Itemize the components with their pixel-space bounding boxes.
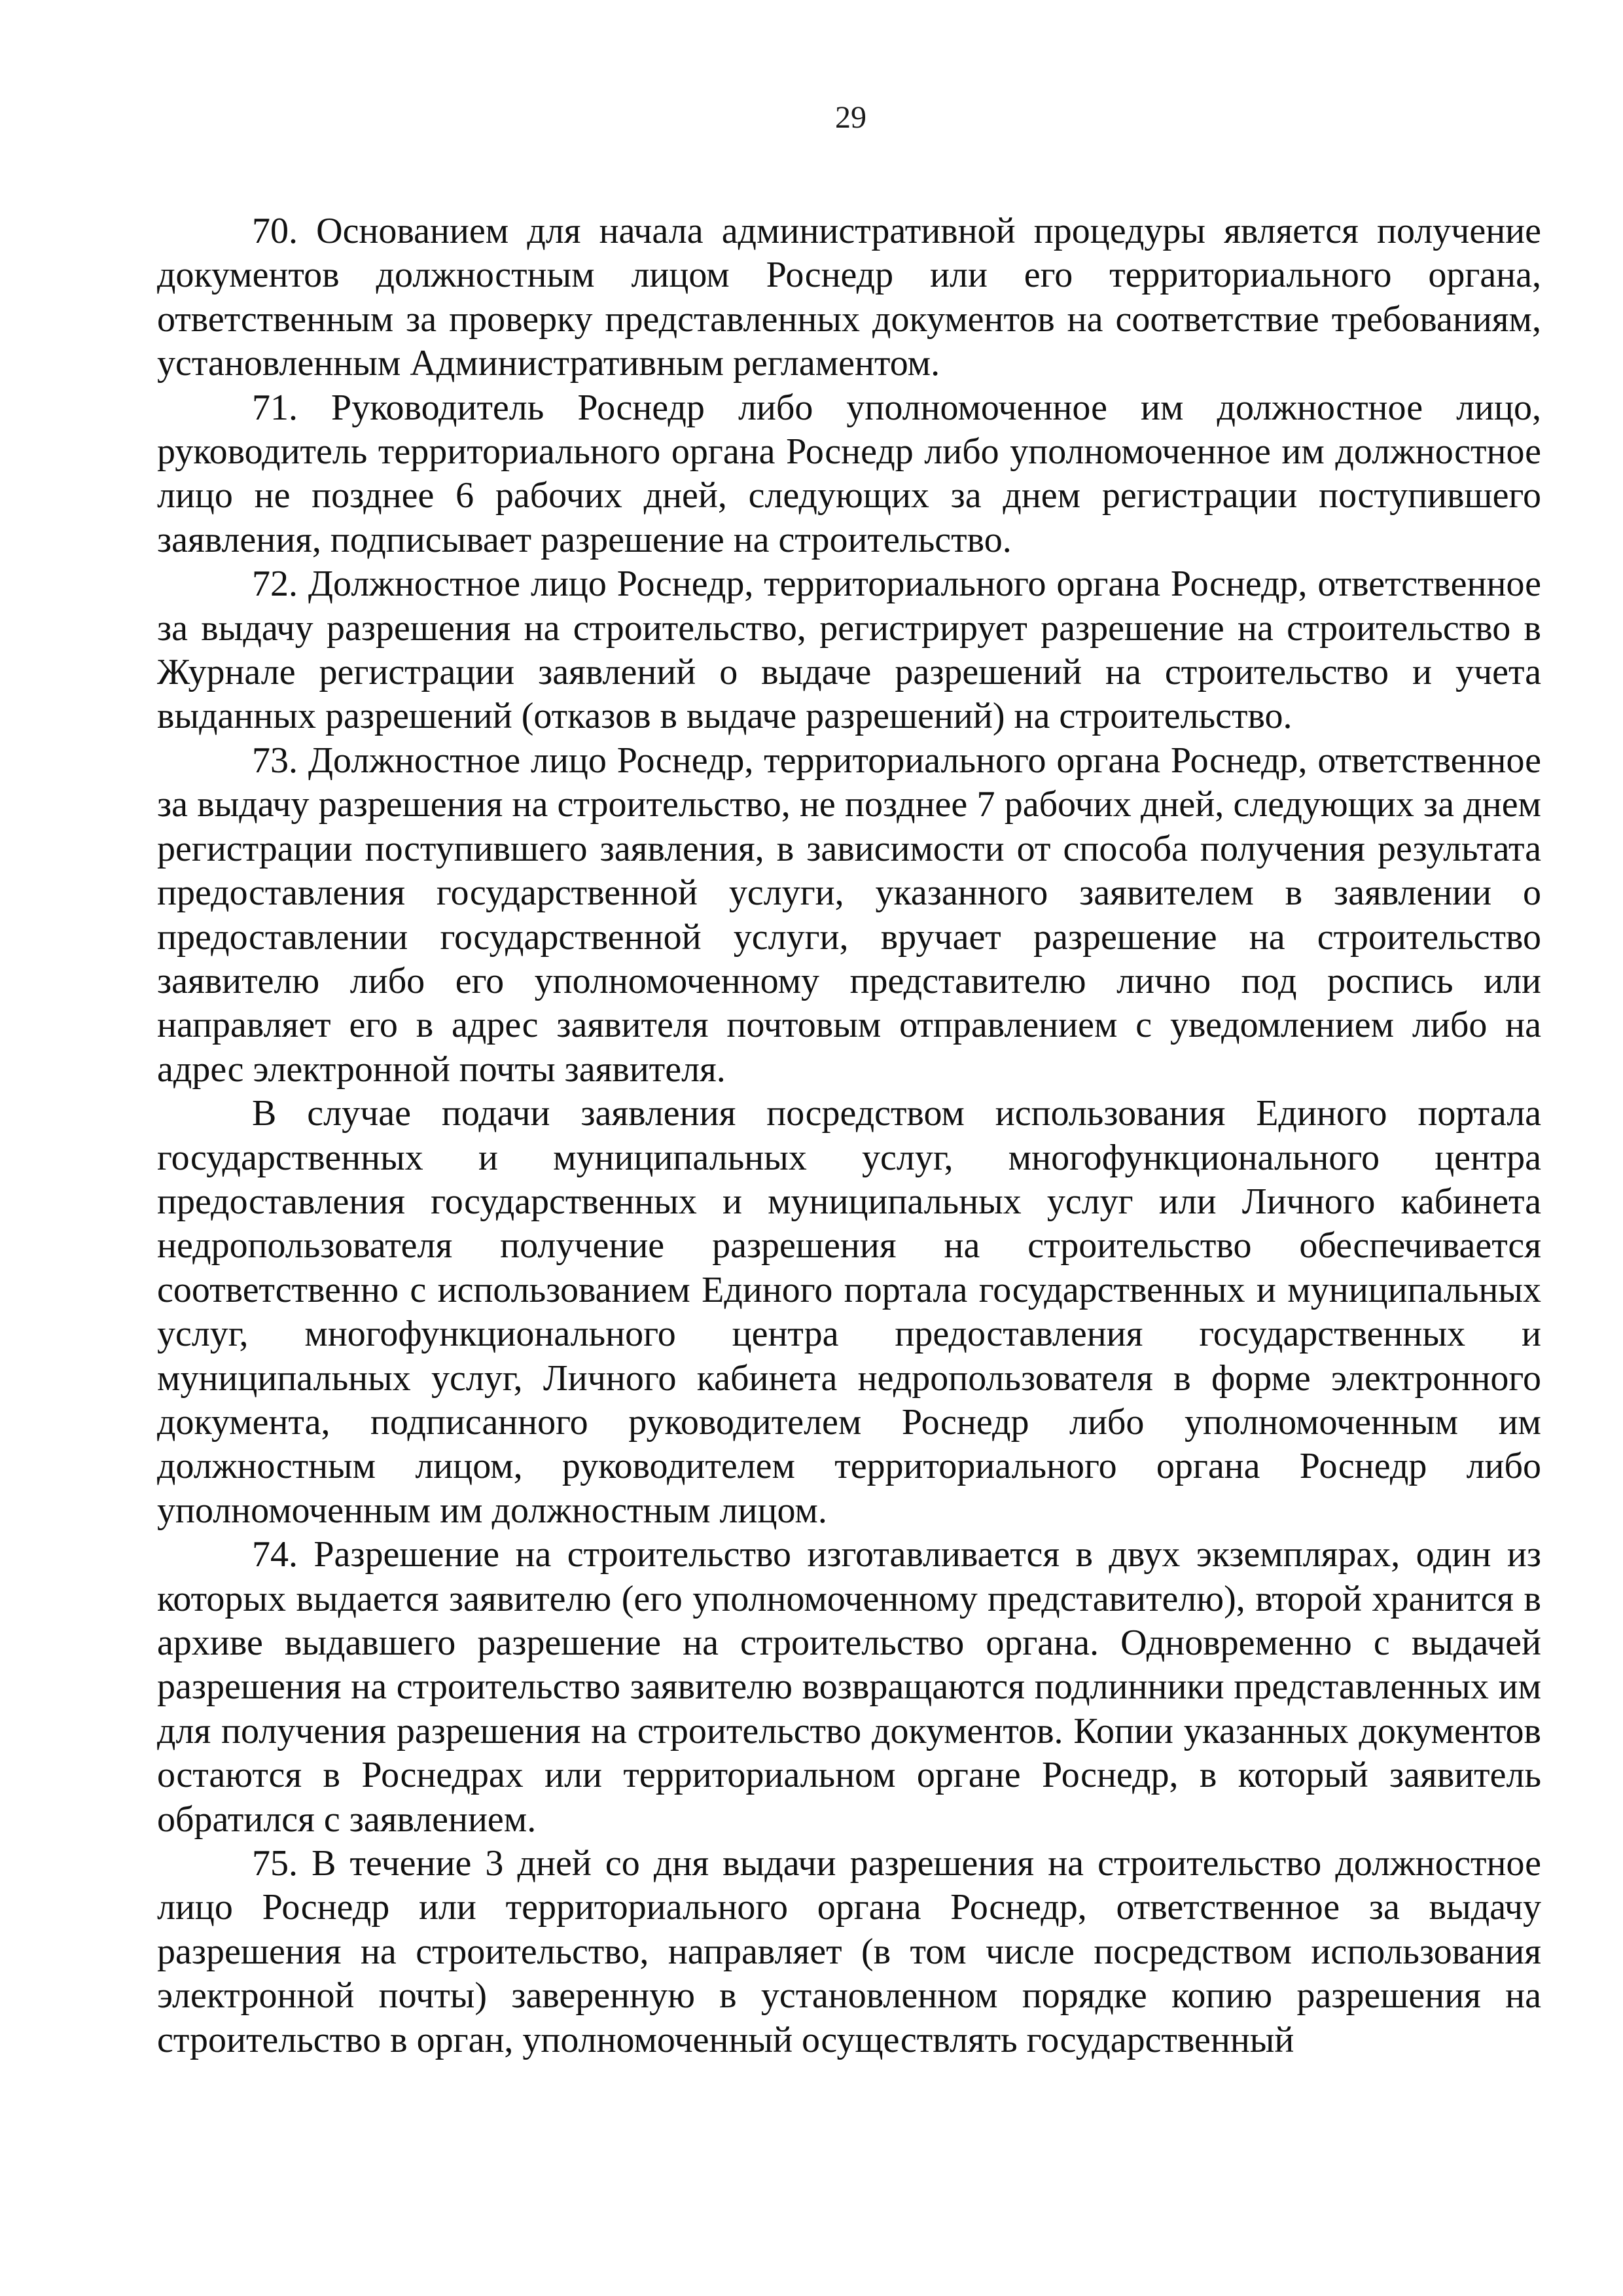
paragraph-73-continuation: В случае подачи заявления посредством использования Единого портала государственных и муниципальных услуг, многофункционального центра предоставления государственных и муниципальных услуг или Личного кабинета недропользователя получение разрешения на строительство обеспечивается соответственно с использованием Единого портала государственных и муниципальных услуг, многофункционального центра предоставления государственных и муниципальных услуг, Личного кабинета недропользователя в форме электронного документа, подписанного руководителем Роснедр либо уполномоченным им должностным лицом, руководителем территориального органа Роснедр либо уполномоченным им должностным лицом. bbox=[157, 1093, 1541, 1531]
paragraph-70: 70. Основанием для начала административной процедуры является получение документов должностным лицом Роснедр или его территориального органа, ответственным за проверку представленных документов на соответствие требованиям, установленным Административным регламентом. bbox=[157, 211, 1541, 384]
paragraph-75: 75. В течение 3 дней со дня выдачи разрешения на строительство должностное лицо Роснедр или территориального органа Роснедр, ответственное за выдачу разрешения на строительство, направляет (в том числе посредством использования электронной почты) заверенную в установленном порядке копию разрешения на строительство в орган, уполномоченный осуществлять государственный bbox=[157, 1843, 1541, 2060]
paragraph-72: 72. Должностное лицо Роснедр, территориального органа Роснедр, ответственное за выдачу разрешения на строительство, регистрирует разрешение на строительство в Журнале регистрации заявлений о выдаче разрешений на строительство и учета выданных разрешений (отказов в выдаче разрешений) на строительство. bbox=[157, 564, 1541, 737]
page-number: 29 bbox=[835, 100, 866, 135]
paragraph-71: 71. Руководитель Роснедр либо уполномоченное им должностное лицо, руководитель территориального органа Роснедр либо уполномоченное им должностное лицо не позднее 6 рабочих дней, следующих за днем регистрации поступившего заявления, подписывает разрешение на строительство. bbox=[157, 387, 1541, 560]
document-body bbox=[157, 209, 1541, 2062]
paragraph-74: 74. Разрешение на строительство изготавливается в двух экземплярах, один из которых выдается заявителю (его уполномоченному представителю), второй хранится в архиве выдавшего разрешение на строительство органа. Одновременно с выдачей разрешения на строительство заявителю возвращаются подлинники представленных им для получения разрешения на строительство документов. Копии указанных документов остаются в Роснедрах или территориальном органе Роснедр, в который заявитель обратился с заявлением. bbox=[157, 1534, 1541, 1840]
paragraph-73: 73. Должностное лицо Роснедр, территориального органа Роснедр, ответственное за выдачу разрешения на строительство, не позднее 7 рабочих дней, следующих за днем регистрации поступившего заявления, в зависимости от способа получения результата предоставления государственной услуги, указанного заявителем в заявлении о предоставлении государственной услуги, вручает разрешение на строительство заявителю либо его уполномоченному представителю лично под роспись или направляет его в адрес заявителя почтовым отправлением с уведомлением либо на адрес электронной почты заявителя. bbox=[157, 740, 1541, 1090]
